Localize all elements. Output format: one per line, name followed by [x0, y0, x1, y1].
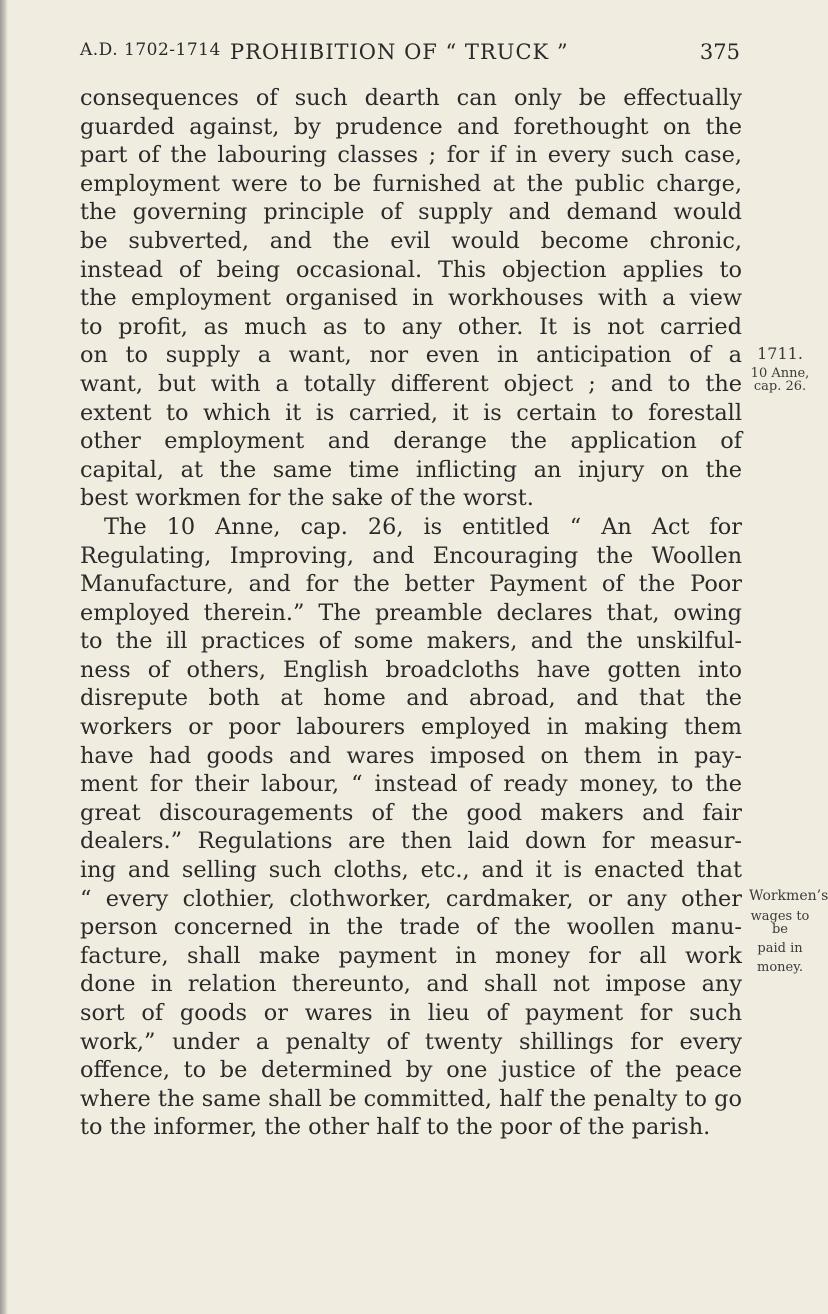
body-line: employment were to be furnished at the public charge, — [80, 170, 742, 197]
body-line: have had goods and wares imposed on them in pay- — [80, 742, 742, 769]
margin-note-wages — [749, 888, 828, 975]
margin-note-line: paid in — [757, 941, 803, 956]
body-line: other employment and derange the application of — [80, 428, 742, 455]
body-line: where the same shall be committed, half the penalty to go — [80, 1085, 742, 1112]
body-line: dealers.” Regulations are then laid down for measur- — [80, 828, 742, 855]
body-line: great discouragements of the good makers and fair — [80, 799, 742, 826]
page-header — [80, 40, 740, 70]
body-line: person concerned in the trade of the woollen manu- — [80, 914, 742, 941]
body-line: sort of goods or wares in lieu of payment for such — [80, 1000, 742, 1026]
body-line: be subverted, and the evil would become chronic, — [80, 227, 742, 254]
body-line: best workmen for the sake of the worst. — [80, 485, 534, 512]
body-line: guarded against, by prudence and forethought on the — [80, 113, 742, 140]
body-line: the employment organised in workhouses with a view — [80, 285, 742, 312]
running-head-date: A.D. 1702-1714 — [80, 40, 221, 60]
body-line: ment for their labour, “ instead of ready money, to the — [80, 771, 742, 798]
margin-note-line: Workmen’s — [749, 888, 828, 904]
body-line: work,” under a penalty of twenty shillings for every — [80, 1028, 742, 1055]
margin-note-line: money. — [757, 960, 803, 975]
body-line: employed therein.” The preamble declares that, owing — [80, 599, 742, 626]
page-number: 375 — [699, 40, 740, 64]
running-head-title: PROHIBITION OF “ TRUCK ” — [230, 40, 569, 64]
margin-note-act — [749, 345, 811, 393]
body-line: disrepute both at home and abroad, and that the — [80, 685, 742, 712]
margin-note-act-line: 10 Anne, — [750, 366, 810, 381]
body-line: the governing principle of supply and demand would — [80, 199, 742, 226]
margin-note-line: wages to be — [750, 909, 810, 937]
body-text — [80, 84, 742, 1142]
body-line: extent to which it is carried, it is certain to forestall — [80, 399, 742, 426]
body-line: “ every clothier, clothworker, cardmaker, or any other — [80, 885, 742, 912]
body-line: part of the labouring classes ; for if in every such case, — [80, 142, 742, 169]
body-line: capital, at the same time inflicting an injury on the — [80, 456, 742, 483]
body-line: want, but with a totally different object ; and to the — [80, 370, 742, 397]
body-line: facture, shall make payment in money for all work — [80, 942, 742, 969]
body-line: offence, to be determined by one justice of the peace — [80, 1057, 742, 1084]
body-line: on to supply a want, nor even in anticipation of a — [80, 342, 742, 369]
book-spine-shadow — [0, 0, 8, 1314]
body-line: ing and selling such cloths, etc., and it is enacted that — [80, 857, 742, 884]
body-line: The 10 Anne, cap. 26, is entitled “ An Act for — [104, 513, 742, 540]
body-line: to profit, as much as to any other. It is not carried — [80, 313, 742, 340]
body-line: consequences of such dearth can only be effectually — [80, 85, 742, 111]
body-line: to the ill practices of some makers, and the unskilful- — [80, 628, 742, 655]
body-line: done in relation thereunto, and shall not impose any — [80, 971, 742, 998]
body-line: ness of others, English broadcloths have gotten into — [80, 656, 742, 683]
margin-note-year: 1711. — [757, 344, 803, 363]
body-line: workers or poor labourers employed in making them — [80, 714, 742, 741]
margin-note-act-line: cap. 26. — [753, 379, 807, 394]
body-line: instead of being occasional. This objection applies to — [80, 256, 742, 283]
body-line: Regulating, Improving, and Encouraging the Woollen — [80, 542, 742, 569]
body-line: to the informer, the other half to the poor of the parish. — [80, 1114, 711, 1141]
body-line: Manufacture, and for the better Payment of the Poor — [80, 571, 742, 598]
